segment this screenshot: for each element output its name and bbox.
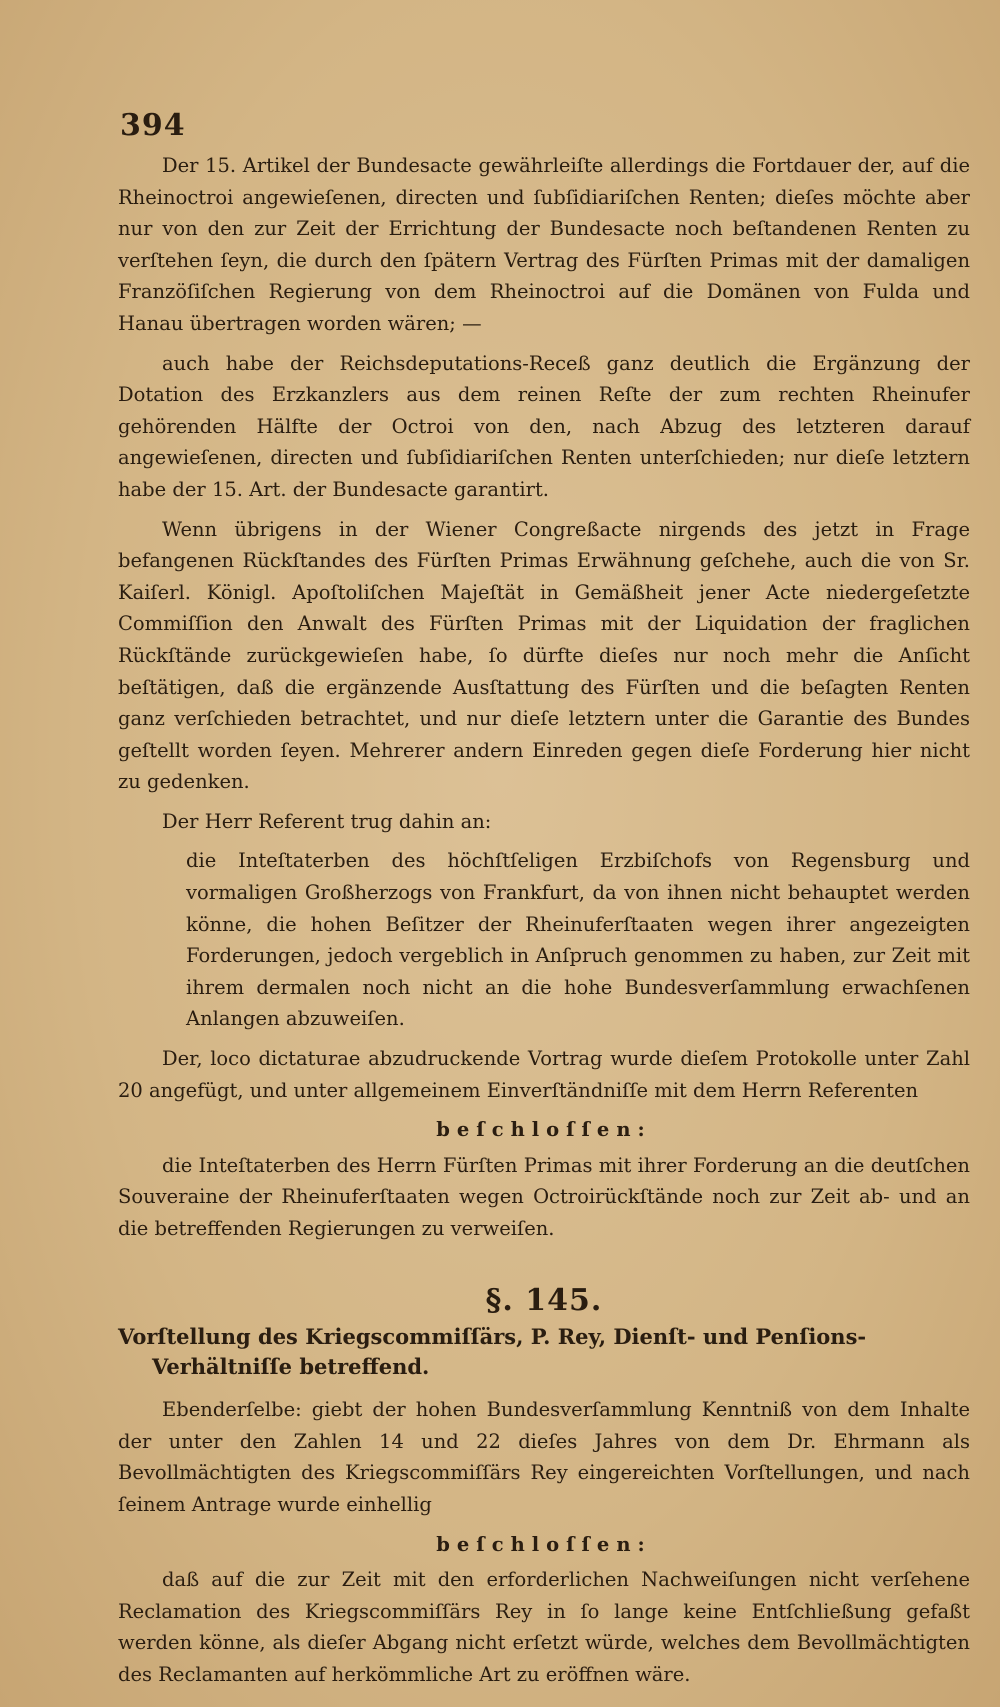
paragraph-2: auch habe der Reichsdeputations-Receß ganz deutlich die Ergänzung der Dotation des Erzkanzlers aus dem reinen Reſte der zum rechten Rheinufer gehörenden Hälfte der Octroi von den, nach Abzug des letzteren darauf angewieſenen, directen und ſubſidiariſchen Renten unterſchieden; nur dieſe letztern habe der 15. Art. der Bundesacte garantirt. — [118, 351, 970, 501]
paragraph-4: Der Herr Referent trug dahin an: — [162, 809, 492, 833]
section-paragraph-1: Ebenderſelbe: giebt der hohen Bundesverſammlung Kenntniß von dem Inhalte der unter den Zahlen 14 und 22 dieſes Jahres von dem Dr. Ehrmann als Bevollmächtigten des Kriegscommiſſärs Rey eingereichten Vorſtellungen, und nach ſeinem Antrage wurde einhellig — [118, 1398, 970, 1516]
section-heading: Vorſtellung des Kriegscommiſſärs, P. Rey, Dienſt- und Penſions-Verhältniſſe betreffend. — [118, 1324, 867, 1380]
body-text — [118, 150, 970, 1699]
paragraph-1: Der 15. Artikel der Bundesacte gewährleiſte allerdings die Fortdauer der, auf die Rheinoctroi angewieſenen, directen und ſubſidiariſchen Renten; dieſes möchte aber nur von den zur Zeit der Errichtung der Bundesacte noch beſtandenen Renten zu verſtehen ſeyn, die durch den ſpätern Vertrag des Fürſten Primas mit der damaligen Franzöſiſchen Regierung von dem Rheinoctroi auf die Domänen von Fulda und Hanau übertragen worden wären; — — [118, 154, 970, 335]
paragraph-3: Wenn übrigens in der Wiener Congreßacte nirgends des jetzt in Frage befangenen Rückſtandes des Fürſten Primas Erwähnung geſchehe, auch die von Sr. Kaiſerl. Königl. Apoſtoliſchen Majeſtät in Gemäßheit jener Acte niedergeſetzte Commiſſion den Anwalt des Fürſten Primas mit der Liquidation der fraglichen Rückſtände zurückgewieſen habe, ſo dürfte dieſes nur noch mehr die Anſicht beſtätigen, daß die ergänzende Ausſtattung des Fürſten und die beſagten Renten ganz verſchieden betrachtet, und nur dieſe letztern unter die Garantie des Bundes geſtellt worden ſeyen. Mehrerer andern Einreden gegen dieſe Forderung hier nicht zu gedenken. — [118, 517, 970, 794]
page-number: 394 — [120, 108, 186, 143]
section-number: §. 145. — [485, 1282, 603, 1318]
section-resolution-word: beſchloſſen: — [436, 1532, 652, 1556]
paragraph-6: Der, loco dictaturae abzudruckende Vortrag wurde dieſem Protokolle unter Zahl 20 angefügt, und unter allgemeinem Einverſtändniſſe mit dem Herrn Referenten — [118, 1047, 970, 1102]
motion-block: die Inteſtaterben des höchſtſeligen Erzbiſchofs von Regensburg und vormaligen Großherzogs von Frankfurt, da von ihnen nicht behauptet werden könne, die hohen Beſitzer der Rheinuferſtaaten wegen ihrer angezeigten Forderungen, jedoch vergeblich in Anſpruch genommen zu haben, zur Zeit mit ihrem dermalen noch nicht an die hohe Bundesverſammlung erwachſenen Anlangen abzuweiſen. — [186, 849, 970, 1031]
resolution-word: beſchloſſen: — [436, 1118, 652, 1142]
section-resolution-text: daß auf die zur Zeit mit den erforderlichen Nachweiſungen nicht verſehene Reclamation des Kriegscommiſſärs Rey in ſo lange keine Entſchließung gefaßt werden könne, als dieſer Abgang nicht erſetzt würde, welches dem Bevollmächtigten des Reclamanten auf herkömmliche Art zu eröffnen wäre. — [118, 1568, 970, 1686]
resolution-text: die Inteſtaterben des Herrn Fürſten Primas mit ihrer Forderung an die deutſchen Souveraine der Rheinuferſtaaten wegen Octroirückſtände noch zur Zeit ab- und an die betreffenden Regierungen zu verweiſen. — [118, 1153, 970, 1240]
